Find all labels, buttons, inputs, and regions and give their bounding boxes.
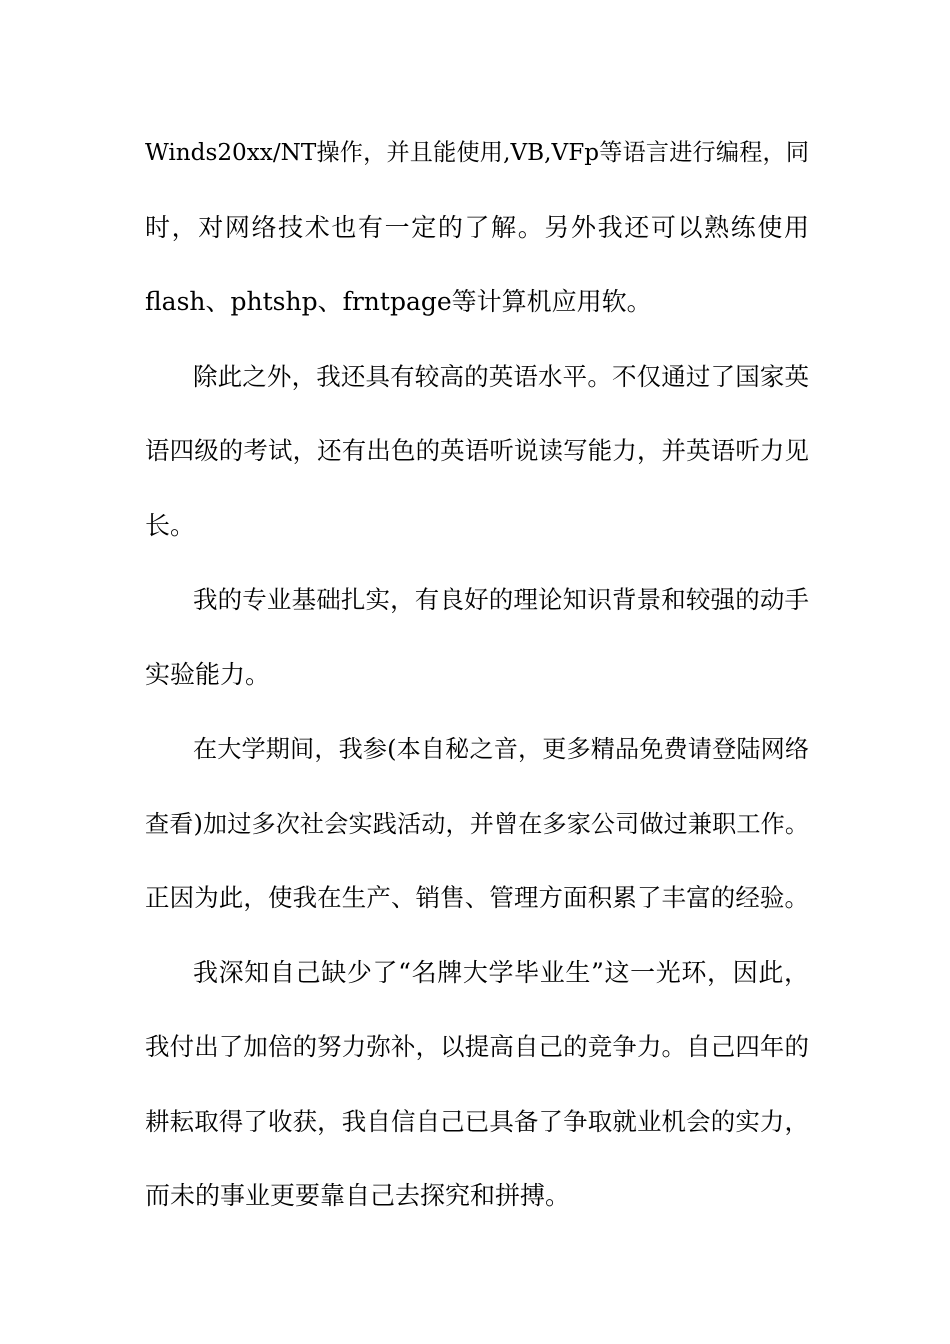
text-line: 耕耘取得了收获，我自信自己已具备了争取就业机会的实力， bbox=[145, 1106, 809, 1136]
text-line: 正因为此，使我在生产、销售、管理方面积累了丰富的经验。 bbox=[145, 883, 809, 912]
text-line: 查看)加过多次社会实践活动，并曾在多家公司做过兼职工作。 bbox=[145, 809, 809, 838]
text-line: 我的专业基础扎实，有良好的理论知识背景和较强的动手 bbox=[193, 585, 809, 614]
text-line: 而未的事业更要靠自己去探究和拼搏。 bbox=[145, 1181, 571, 1210]
text-line: 我深知自己缺少了“名牌大学毕业生”这一光环，因此， bbox=[193, 957, 809, 987]
document-body bbox=[145, 126, 809, 1244]
text-line: 我付出了加倍的努力弥补，以提高自己的竞争力。自己四年的 bbox=[145, 1032, 809, 1061]
text-line: Winds20xx/NT操作，并且能使用,VB,VFp等语言进行编程，同 bbox=[145, 140, 809, 166]
text-line: flash、phtshp、frntpage等计算机应用软。 bbox=[145, 287, 652, 316]
text-line: 语四级的考试，还有出色的英语听说读写能力，并英语听力见 bbox=[145, 436, 809, 465]
text-line: 时，对网络技术也有一定的了解。另外我还可以熟练使用 bbox=[145, 212, 809, 242]
text-line: 在大学期间，我参(本自秘之音，更多精品免费请登陆网络 bbox=[193, 735, 809, 763]
text-line: 除此之外，我还具有较高的英语水平。不仅通过了国家英 bbox=[193, 361, 809, 391]
text-line: 长。 bbox=[145, 510, 196, 540]
text-line: 实验能力。 bbox=[145, 659, 271, 689]
